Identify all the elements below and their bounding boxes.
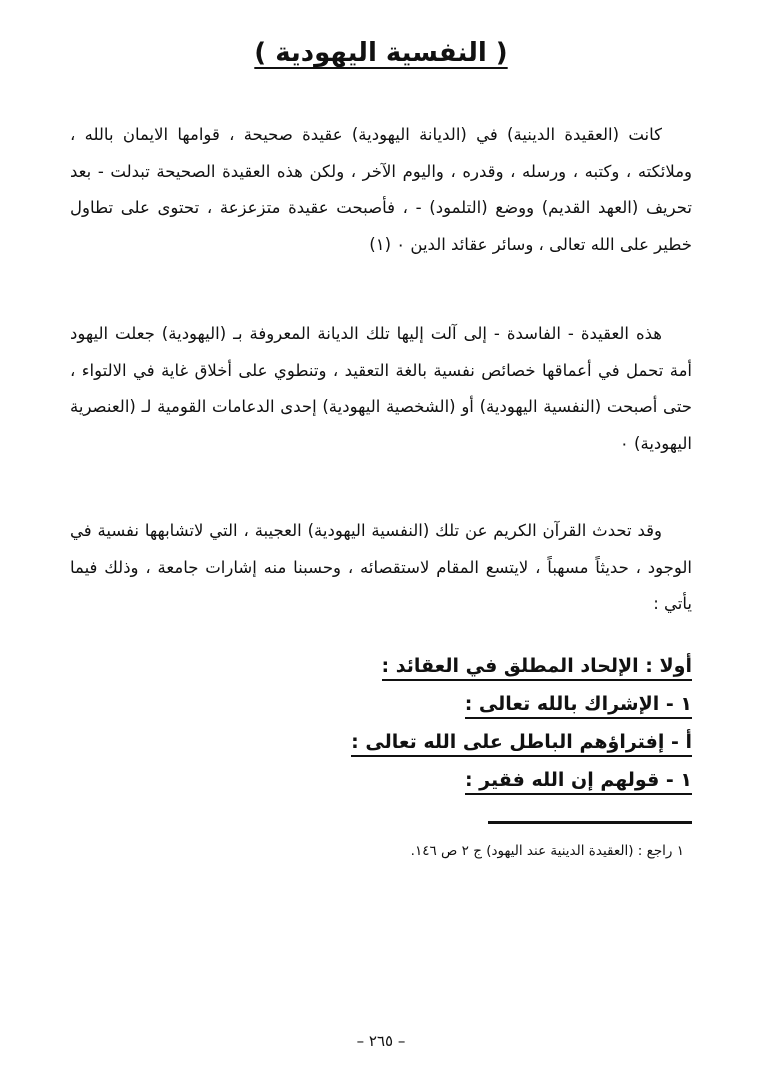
heading-sub-2: [132, 724, 692, 762]
section-headings: [132, 648, 692, 800]
heading-sub-1: [132, 686, 692, 724]
paragraph-2-text: هذه العقيدة - الفاسدة - إلى آلت إليها تلك الديانة المعروفة بـ (اليهودية) جعلت اليهود أمة تحمل في أعماقها خصائص نفسية بالغة التعقيد ، وتنطوي على أخلاق غاية في الالتواء ، حتى أصبحت (النفسية اليهودية) أو (الشخصية اليهودية) إحدى الدعامات القومية لـ (العنصرية اليهودية) ٠: [70, 324, 692, 453]
heading-sub-2-text: أ - إفتراؤهم الباطل على الله تعالى :: [351, 731, 692, 757]
heading-main-text: أولا : الإلحاد المطلق في العقائد :: [382, 655, 692, 681]
paragraph-1-text: كانت (العقيدة الدينية) في (الديانة اليهودية) عقيدة صحيحة ، قوامها الايمان بالله ، وملائكته ، وكتبه ، ورسله ، وقدره ، واليوم الآخر ، ولكن هذه العقيدة الصحيحة تبدلت - بعد تحريف (العهد القديم) ووضع (التلمود) - ، فأصبحت عقيدة متزعزعة ، تحتوى على تطاول خطير على الله تعالى ، وسائر عقائد الدين ٠ (١): [70, 125, 692, 254]
footnote-separator: [488, 821, 692, 824]
heading-sub-3: [132, 762, 692, 800]
heading-sub-1-text: ١ - الإشراك بالله تعالى :: [465, 693, 692, 719]
heading-sub-3-text: ١ - قولهم إن الله فقير :: [465, 769, 692, 795]
heading-main: [132, 648, 692, 686]
footnote: ١ راجع : (العقيدة الدينية عند اليهود) ج ٢ ص ١٤٦.: [410, 843, 684, 859]
page-number: – ٢٦٥ –: [356, 1032, 406, 1050]
paragraph-2: [70, 316, 692, 462]
paragraph-3-text: وقد تحدث القرآن الكريم عن تلك (النفسية اليهودية) العجيبة ، التي لاتشابهها نفسية في الوجود ، حديثاً مسهباً ، لايتسع المقام لاستقصائه ، وحسبنا منه إشارات جامعة ، وذلك فيما يأتي :: [70, 521, 692, 613]
paragraph-3: [70, 513, 692, 623]
page-title: [0, 38, 762, 68]
paragraph-1: [70, 117, 692, 263]
page-title-text: ( النفسية اليهودية ): [254, 38, 508, 68]
